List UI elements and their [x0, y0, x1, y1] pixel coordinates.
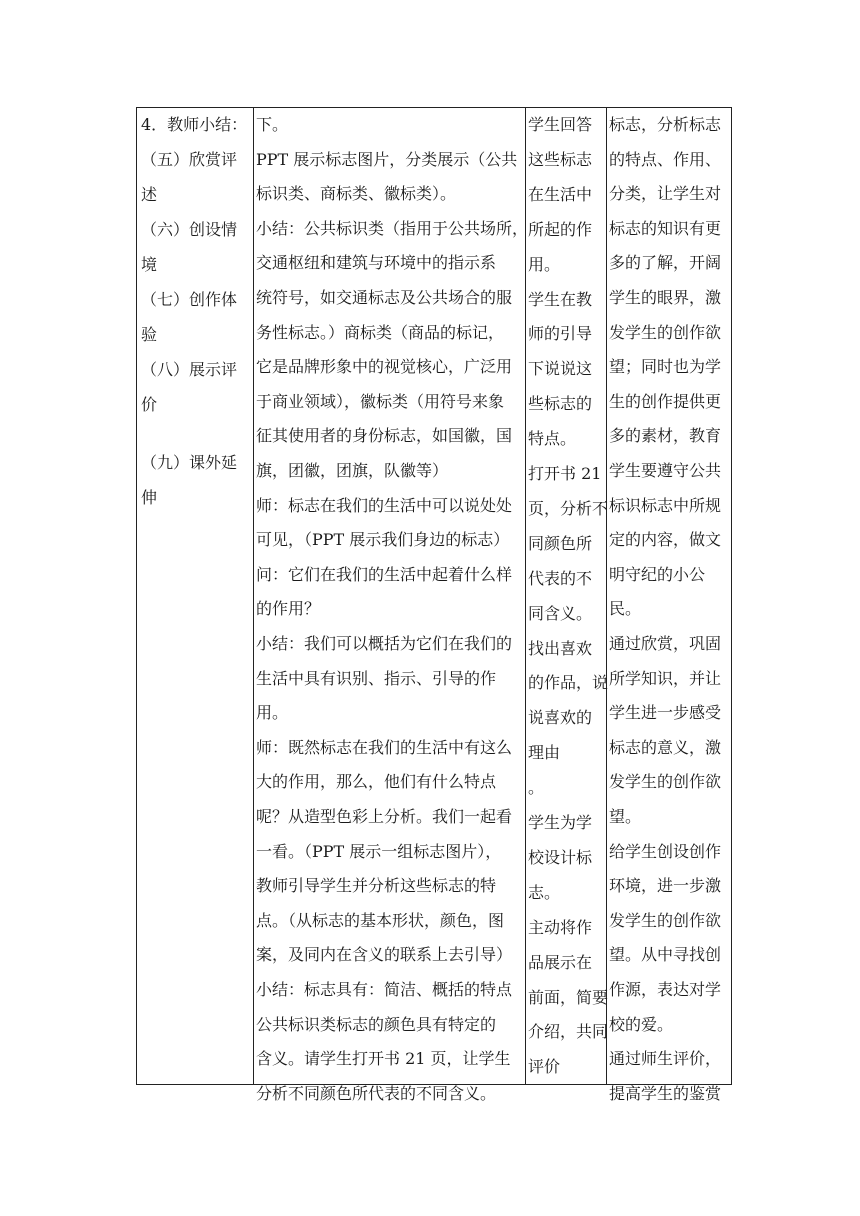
- intent-line: 标志的知识有更: [609, 218, 722, 238]
- student-line: 学生回答: [528, 115, 593, 134]
- intent-line: 学生的眼界，激: [609, 288, 722, 307]
- stage-line: 价: [141, 395, 158, 414]
- stage-column: [137, 108, 254, 1084]
- intent-line: 发学生的创作欲: [609, 772, 722, 792]
- teacher-line: 小结：公共标识类（指用于公共场所，: [256, 218, 529, 238]
- teacher-line: 公共标识类标志的颜色具有特定的: [256, 1014, 497, 1034]
- student-line: 学生在教: [528, 289, 593, 309]
- intent-line: 标识标志中所规: [609, 495, 722, 515]
- intent-line: 通过欣赏，巩固: [609, 634, 722, 653]
- student-line: 学生为学: [528, 813, 593, 832]
- student-line: 师的引导: [528, 324, 593, 344]
- teacher-line: 小结：我们可以概括为它们在我们的: [256, 634, 513, 653]
- intent-line: 望。从中寻找创: [609, 945, 722, 965]
- stage-line: 4．教师小结：: [141, 115, 248, 134]
- stage-line: （五）欣赏评: [141, 150, 238, 169]
- student-line: 特点。: [528, 429, 577, 449]
- teacher-activity-column: [254, 108, 529, 1103]
- intent-line: 标志，分析标志: [609, 115, 722, 134]
- intent-line: 多的素材，教育: [609, 426, 722, 446]
- stage-line: 伸: [141, 488, 158, 507]
- intent-line: 的特点、作用、: [609, 149, 722, 169]
- intent-line: 发学生的创作欲: [609, 322, 722, 342]
- teacher-line: 可见，（PPT 展示我们身边的标志）: [256, 530, 510, 550]
- student-line: 这些标志: [528, 149, 593, 169]
- student-line: 代表的不: [528, 568, 593, 588]
- student-line: 评价: [528, 1057, 561, 1077]
- student-line: 。: [528, 778, 545, 798]
- student-line: 用。: [528, 254, 561, 274]
- intent-line: 给学生创设创作: [609, 841, 722, 861]
- student-line: 些标志的: [528, 394, 593, 414]
- stage-line: 述: [141, 185, 158, 204]
- teacher-line: PPT 展示标志图片，分类展示（公共: [256, 149, 518, 169]
- intent-line: 望。: [609, 807, 642, 826]
- student-line: 前面，简要: [528, 987, 609, 1007]
- stage-line: （六）创设情: [141, 220, 238, 239]
- student-line: 在生活中: [528, 184, 593, 204]
- teacher-line: 用。: [256, 703, 289, 723]
- teacher-line: 交通枢纽和建筑与环境中的指示系: [256, 253, 497, 273]
- intent-line: 定的内容，做文: [609, 530, 722, 550]
- teacher-line: 案，及同内在含义的联系上去引导）: [256, 945, 513, 965]
- intent-line: 多的了解，开阔: [609, 253, 722, 273]
- teacher-line: 标识类、商标类、徽标类）。: [256, 184, 457, 204]
- stage-line: （九）课外延: [141, 453, 238, 472]
- student-line: 说喜欢的: [528, 708, 593, 728]
- student-line: 找出喜欢: [528, 638, 593, 658]
- design-intent-column: [607, 108, 733, 1103]
- student-line: 品展示在: [528, 952, 593, 972]
- intent-line: 通过师生评价，: [609, 1049, 722, 1069]
- student-line: 打开书 21: [528, 464, 602, 483]
- intent-line: 学生要遵守公共: [609, 461, 722, 480]
- teacher-line: 下。: [256, 115, 289, 134]
- student-activity-column: [526, 108, 607, 1084]
- intent-line: 学生进一步感受: [609, 703, 722, 723]
- intent-line: 望；同时也为学: [609, 357, 722, 377]
- stage-line: （八）展示评: [141, 360, 238, 379]
- stage-line: 境: [141, 255, 158, 274]
- student-line: 同颜色所: [528, 533, 593, 553]
- teacher-line: 它是品牌形象中的视觉核心，广泛用: [256, 357, 513, 377]
- student-line: 志。: [528, 882, 561, 902]
- intent-line: 分类，让学生对: [609, 184, 722, 204]
- teacher-line: 旗，团徽，团旗，队徽等）: [256, 461, 449, 480]
- teacher-line: 统符号，如交通标志及公共场合的服: [256, 288, 513, 307]
- stage-line: 验: [141, 325, 158, 344]
- student-line: 的作品，说: [528, 673, 609, 693]
- student-line: 理由: [528, 743, 561, 763]
- teacher-line: 师：既然标志在我们的生活中有这么: [256, 737, 513, 757]
- teacher-line: 问：它们在我们的生活中起着什么样: [256, 564, 513, 584]
- student-line: 主动将作: [528, 917, 593, 937]
- teacher-line: 含义。请学生打开书 21 页，让学生: [256, 1049, 511, 1069]
- teacher-line: 小结：标志具有：简洁、概括的特点: [256, 980, 513, 999]
- intent-line: 所学知识，并让: [609, 668, 722, 688]
- teacher-line: 的作用？: [256, 599, 321, 619]
- teacher-line: 分析不同颜色所代表的不同含义。: [256, 1083, 497, 1103]
- student-line: 所起的作: [528, 219, 593, 239]
- student-line: 介绍，共同: [528, 1022, 609, 1042]
- teacher-line: 生活中具有识别、指示、引导的作: [256, 668, 497, 688]
- teacher-line: 大的作用，那么，他们有什么特点: [256, 772, 497, 792]
- teacher-line: 教师引导学生并分析这些标志的特: [256, 876, 497, 896]
- student-line: 页，分析不: [528, 498, 609, 518]
- teacher-line: 务性标志。）商标类（商品的标记，: [256, 322, 505, 342]
- intent-line: 环境，进一步激: [609, 876, 722, 896]
- teacher-line: 点。（从标志的基本形状，颜色，图: [256, 910, 505, 930]
- stage-line: （七）创作体: [141, 290, 238, 309]
- teacher-line: 于商业领域），徽标类（用符号来象: [256, 391, 505, 411]
- intent-line: 标志的意义，激: [609, 737, 722, 757]
- teacher-line: 征其使用者的身份标志，如国徽，国: [256, 426, 513, 446]
- intent-line: 民。: [609, 599, 642, 619]
- intent-line: 明守纪的小公: [609, 564, 706, 584]
- intent-line: 生的创作提供更: [609, 391, 722, 411]
- student-line: 下说说这: [528, 359, 593, 379]
- intent-line: 校的爱。: [609, 1014, 674, 1034]
- student-line: 同含义。: [528, 603, 593, 623]
- intent-line: 发学生的创作欲: [609, 910, 722, 930]
- teacher-line: 师：标志在我们的生活中可以说处处: [256, 495, 513, 515]
- student-line: 校设计标: [528, 847, 593, 867]
- intent-line: 提高学生的鉴赏: [609, 1083, 722, 1103]
- lesson-table: [136, 107, 732, 1103]
- teacher-line: 呢？从造型色彩上分析。我们一起看: [256, 807, 513, 826]
- teacher-line: 一看。（PPT 展示一组标志图片），: [256, 841, 502, 861]
- intent-line: 作源，表达对学: [609, 980, 722, 999]
